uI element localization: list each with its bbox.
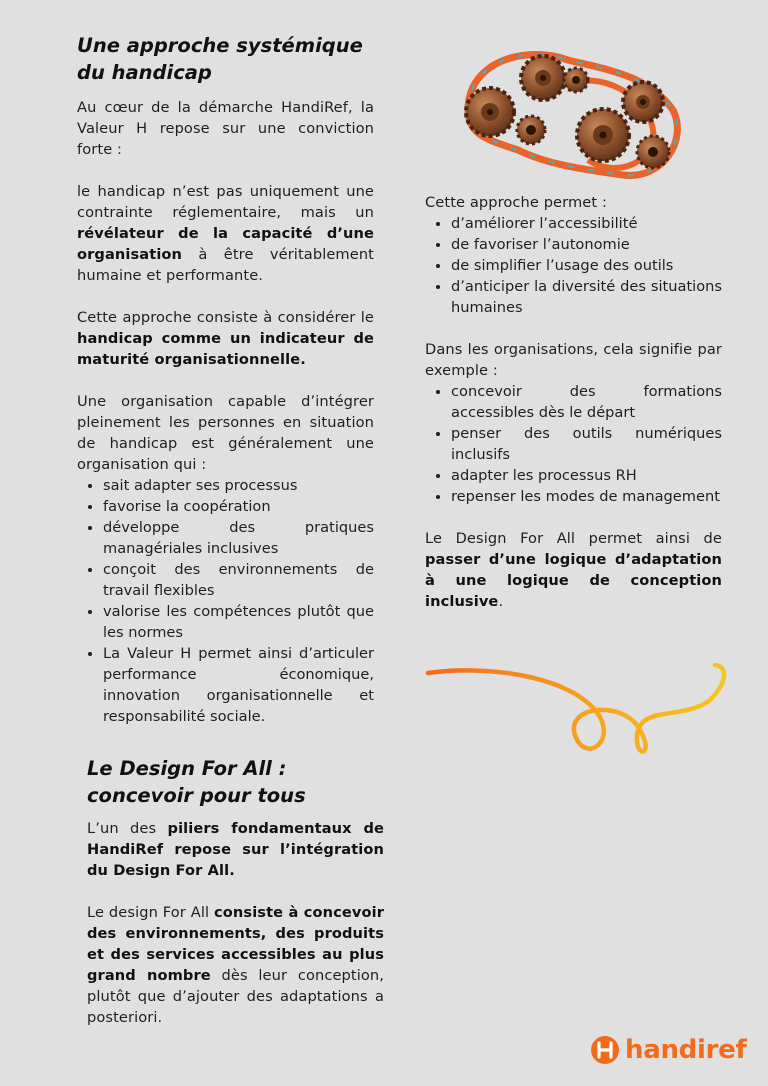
section-title-systemic: Une approche systémique du handicap [77, 34, 363, 84]
handiref-logo-mark-icon [590, 1035, 620, 1065]
list-item: • concevoir des formations accessibles dès le départ [451, 381, 722, 423]
list-item: • conçoit des environnements de travail flexibles [103, 559, 374, 601]
gears-illustration [448, 40, 693, 195]
examples-bullet-list [425, 381, 722, 507]
benefits-bullet-list [425, 213, 722, 318]
squiggle-decoration [425, 655, 735, 760]
left-column [77, 32, 374, 727]
list-item: • repenser les modes de management [451, 486, 722, 507]
paragraph-intro: Au cœur de la démarche HandiRef, la Valeur H repose sur une conviction forte : [77, 99, 374, 158]
paragraph-in-organisations: Dans les organisations, cela signifie par exemple : [425, 341, 722, 379]
paragraph-handicap-revealer: le handicap n’est pas uniquement une contrainte réglementaire, mais un révélateur de la capacité d’une organisation à être véritablement humaine et performante. [77, 183, 374, 284]
list-item: • valorise les compétences plutôt que les normes [103, 601, 374, 643]
paragraph-organisation: Une organisation capable d’intégrer pleinement les personnes en situation de handicap est généralement une organisation qui : [77, 393, 374, 473]
list-item: • sait adapter ses processus [103, 475, 374, 496]
design-for-all-section [87, 755, 384, 1028]
logo-text: handiref [625, 1035, 747, 1065]
right-column [425, 192, 722, 612]
list-item: • d’améliorer l’accessibilité [451, 213, 722, 234]
organisation-bullet-list [77, 475, 374, 727]
paragraph-design-conclusion: Le Design For All permet ainsi de passer d’une logique d’adaptation à une logique de conception inclusive. [425, 530, 722, 610]
list-item: • de favoriser l’autonomie [451, 234, 722, 255]
list-item: • développe des pratiques managériales inclusives [103, 517, 374, 559]
list-item: • La Valeur H permet ainsi d’articuler performance économique, innovation organisationnelle et responsabilité sociale. [103, 643, 374, 727]
list-item: • d’anticiper la diversité des situations humaines [451, 276, 722, 318]
list-item: • favorise la coopération [103, 496, 374, 517]
paragraph-design-definition: Le design For All consiste à concevoir des environnements, des produits et des services accessibles au plus grand nombre dès leur conception, plutôt que d’ajouter des adaptations a posteriori. [87, 904, 384, 1026]
handiref-logo [590, 1033, 746, 1067]
paragraph-pillars: L’un des piliers fondamentaux de HandiRef repose sur l’intégration du Design For All. [87, 820, 384, 879]
paragraph-approach: Cette approche consiste à considérer le handicap comme un indicateur de maturité organisationnelle. [77, 309, 374, 368]
section-title-design-for-all: Le Design For All : concevoir pour tous [87, 757, 306, 807]
list-item: • penser des outils numériques inclusifs [451, 423, 722, 465]
list-item: • de simplifier l’usage des outils [451, 255, 722, 276]
paragraph-approach-allows: Cette approche permet : [425, 194, 607, 211]
list-item: • adapter les processus RH [451, 465, 722, 486]
